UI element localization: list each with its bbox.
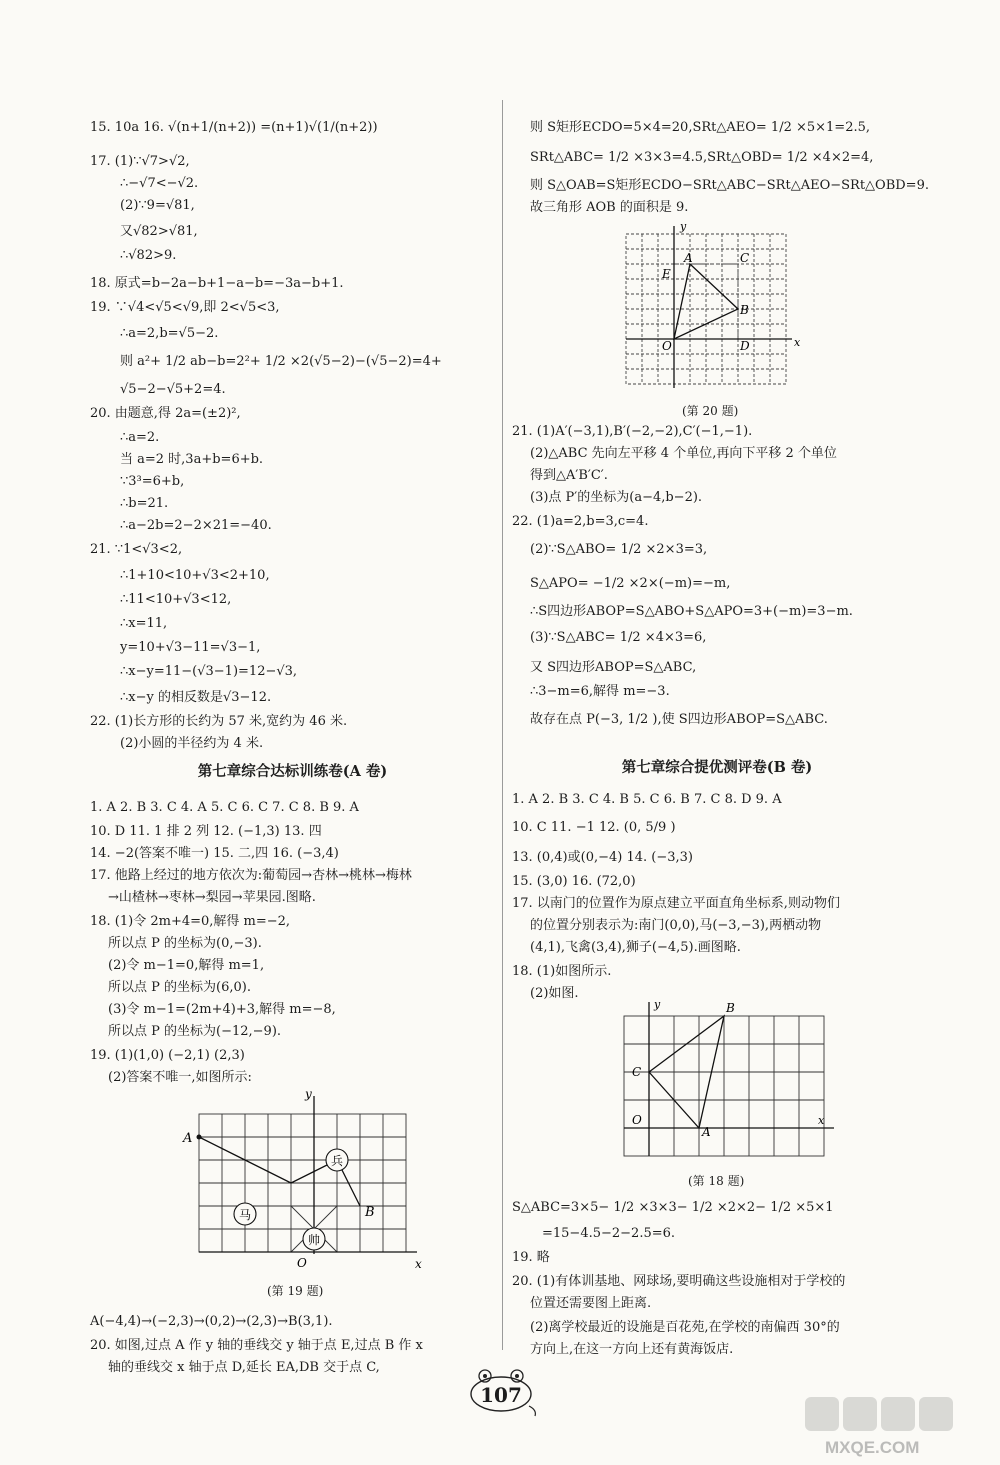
page-number: 107 bbox=[480, 1383, 522, 1407]
answer-line: 所以点 P 的坐标为(−12,−9). bbox=[108, 1024, 282, 1039]
answer-line: (2)如图. bbox=[530, 986, 579, 1001]
answer-line: ∴1+10<10+√3<2+10, bbox=[120, 568, 270, 583]
answer-line: 22. (1)a=2,b=3,c=4. bbox=[512, 514, 649, 529]
answer-line: ∴a=2. bbox=[120, 430, 160, 445]
answer-line: (4,1),飞禽(3,4),狮子(−4,5).画图略. bbox=[530, 940, 741, 955]
answer-line: 15. 10a 16. √(n+1/(n+2)) =(n+1)√(1/(n+2)) bbox=[90, 120, 378, 135]
answer-line: 1. A 2. B 3. C 4. A 5. C 6. C 7. C 8. B 9. A bbox=[90, 800, 359, 815]
answer-line: 则 S△OAB=S矩形ECDO−SRt△ABC−SRt△AEO−SRt△OBD=9. bbox=[530, 178, 929, 193]
answer-line: 21. (1)A′(−3,1),B′(−2,−2),C′(−1,−1). bbox=[512, 424, 753, 439]
answer-line: 19. ∵√4<√5<√9,即 2<√5<3, bbox=[90, 300, 280, 315]
answer-line: 位置还需要图上距离. bbox=[530, 1296, 652, 1311]
fig20-point-e: E bbox=[662, 267, 671, 281]
fig20-point-d: D bbox=[740, 339, 750, 353]
answer-line: 18. 原式=b−2a−b+1−a−b=−3a−b+1. bbox=[90, 276, 344, 291]
figure-18 bbox=[612, 994, 852, 1170]
answer-line: ∴x−y 的相反数是√3−12. bbox=[120, 690, 272, 705]
fig18-y-label: y bbox=[654, 998, 661, 1011]
answer-line: 当 a=2 时,3a+b=6+b. bbox=[120, 452, 264, 467]
watermark-logo bbox=[795, 1395, 975, 1457]
answer-line: S△ABC=3×5− 1/2 ×3×3− 1/2 ×2×2− 1/2 ×5×1 bbox=[512, 1200, 834, 1215]
fig19-x-label: x bbox=[415, 1257, 422, 1271]
answer-line: 则 S矩形ECDO=5×4=20,SRt△AEO= 1/2 ×5×1=2.5, bbox=[530, 120, 871, 135]
answer-line: (2)∵S△ABO= 1/2 ×2×3=3, bbox=[530, 542, 708, 557]
answer-line: ∴a−2b=2−2×21=−40. bbox=[120, 518, 272, 533]
answer-line: 17. (1)∵√7>√2, bbox=[90, 154, 190, 169]
answer-line: ∴S四边形ABOP=S△ABO+S△APO=3+(−m)=3−m. bbox=[530, 604, 853, 619]
section-title-b: 第七章综合提优测评卷(B 卷) bbox=[621, 759, 813, 776]
watermark-text: MXQE.COM bbox=[825, 1438, 920, 1457]
answer-line: 10. C 11. −1 12. (0, 5/9 ) bbox=[512, 820, 676, 835]
answer-line: (2)令 m−1=0,解得 m=1, bbox=[108, 958, 265, 973]
caption-fig18: (第 18 题) bbox=[688, 1174, 745, 1188]
answer-line: √5−2−√5+2=4. bbox=[120, 382, 226, 397]
answer-line: (3)令 m−1=(2m+4)+3,解得 m=−8, bbox=[108, 1002, 336, 1017]
answer-line: 14. −2(答案不唯一) 15. 二,四 16. (−3,4) bbox=[90, 846, 339, 861]
answer-line: 10. D 11. 1 排 2 列 12. (−1,3) 13. 四 bbox=[90, 824, 322, 839]
answer-line: ∴−√7<−√2. bbox=[120, 176, 199, 191]
answer-line: 20. 由题意,得 2a=(±2)², bbox=[90, 406, 241, 421]
answer-line: 22. (1)长方形的长约为 57 米,宽约为 46 米. bbox=[90, 714, 348, 729]
answer-line: 17. 以南门的位置作为原点建立平面直角坐标系,则动物们 bbox=[512, 896, 840, 911]
fig19-point-a: A bbox=[183, 1131, 193, 1146]
answer-line: 则 a²+ 1/2 ab−b=2²+ 1/2 ×2(√5−2)−(√5−2)=4+ bbox=[120, 354, 442, 369]
answer-line: ∴x=11, bbox=[120, 616, 168, 631]
fig18-point-c: C bbox=[632, 1065, 642, 1079]
fig20-x-label: x bbox=[794, 336, 801, 349]
fig20-point-c: C bbox=[740, 251, 750, 265]
answer-line: 故存在点 P(−3, 1/2 ),使 S四边形ABOP=S△ABC. bbox=[530, 712, 828, 727]
answer-line: (2)离学校最近的设施是百花苑,在学校的南偏西 30°的 bbox=[530, 1320, 840, 1335]
fig19-y-label: y bbox=[305, 1087, 312, 1101]
answer-line: A(−4,4)→(−2,3)→(0,2)→(2,3)→B(3,1). bbox=[90, 1314, 333, 1329]
fig19-origin-label: O bbox=[297, 1256, 307, 1270]
answer-line: 方向上,在这一方向上还有黄海饭店. bbox=[530, 1342, 734, 1357]
answer-line: 所以点 P 的坐标为(0,−3). bbox=[108, 936, 262, 951]
answer-line: ∴b=21. bbox=[120, 496, 169, 511]
answer-line: 19. 略 bbox=[512, 1250, 550, 1265]
answer-line: 的位置分别表示为:南门(0,0),马(−3,−3),两栖动物 bbox=[530, 918, 822, 933]
answer-line: (3)点 P′的坐标为(a−4,b−2). bbox=[530, 490, 703, 505]
answer-line: S△APO= −1/2 ×2×(−m)=−m, bbox=[530, 576, 731, 591]
answer-line: →山楂林→枣林→梨园→苹果园.图略. bbox=[108, 890, 316, 905]
answer-line: ∴11<10+√3<12, bbox=[120, 592, 232, 607]
caption-fig19: (第 19 题) bbox=[267, 1284, 324, 1298]
caption-fig20: (第 20 题) bbox=[682, 404, 739, 418]
answer-line: ∴x−y=11−(√3−1)=12−√3, bbox=[120, 664, 298, 679]
figure-20 bbox=[612, 222, 812, 398]
fig20-point-a: A bbox=[684, 251, 693, 265]
answer-line: 20. 如图,过点 A 作 y 轴的垂线交 y 轴于点 E,过点 B 作 x bbox=[90, 1338, 423, 1353]
answer-line: 1. A 2. B 3. C 4. B 5. C 6. B 7. C 8. D 9. A bbox=[512, 792, 782, 807]
fig18-point-b: B bbox=[726, 1001, 735, 1015]
fig18-point-a: A bbox=[702, 1125, 711, 1139]
answer-line: 17. 他路上经过的地方依次为:葡萄园→杏林→桃林→梅林 bbox=[90, 868, 412, 883]
piece-ma: 马 bbox=[239, 1208, 252, 1222]
column-divider bbox=[502, 100, 503, 1350]
answer-line: 得到△A′B′C′. bbox=[530, 468, 608, 483]
answer-line: (2)答案不唯一,如图所示: bbox=[108, 1070, 252, 1085]
fig19-point-b: B bbox=[365, 1205, 375, 1220]
fig20-origin-label: O bbox=[662, 339, 672, 353]
piece-shuai: 帅 bbox=[308, 1233, 321, 1247]
answer-line: y=10+√3−11=√3−1, bbox=[120, 640, 261, 655]
answer-line: ∵3³=6+b, bbox=[120, 474, 185, 489]
answer-line: (3)∵S△ABC= 1/2 ×4×3=6, bbox=[530, 630, 707, 645]
answer-line: 15. (3,0) 16. (72,0) bbox=[512, 874, 636, 889]
answer-line: 19. (1)(1,0) (−2,1) (2,3) bbox=[90, 1048, 245, 1063]
answer-line: 又 S四边形ABOP=S△ABC, bbox=[530, 660, 697, 675]
answer-line: 所以点 P 的坐标为(6,0). bbox=[108, 980, 251, 995]
answer-line: (2)∵9=√81, bbox=[120, 198, 195, 213]
figure-19 bbox=[183, 1084, 425, 1274]
fig18-origin-label: O bbox=[632, 1113, 642, 1127]
answer-line: 又√82>√81, bbox=[120, 224, 198, 239]
fig20-y-label: y bbox=[680, 220, 687, 233]
fig18-x-label: x bbox=[818, 1114, 825, 1127]
answer-line: 20. (1)有体训基地、网球场,要明确这些设施相对于学校的 bbox=[512, 1274, 846, 1289]
answer-line: ∴3−m=6,解得 m=−3. bbox=[530, 684, 670, 699]
answer-line: 故三角形 AOB 的面积是 9. bbox=[530, 200, 689, 215]
answer-line: 21. ∵1<√3<2, bbox=[90, 542, 183, 557]
answer-line: 13. (0,4)或(0,−4) 14. (−3,3) bbox=[512, 850, 693, 865]
answer-line: 轴的垂线交 x 轴于点 D,延长 EA,DB 交于点 C, bbox=[108, 1360, 380, 1375]
answer-line: 18. (1)令 2m+4=0,解得 m=−2, bbox=[90, 914, 291, 929]
section-title-a: 第七章综合达标训练卷(A 卷) bbox=[197, 763, 388, 780]
piece-bing: 兵 bbox=[331, 1154, 344, 1168]
answer-line: (2)△ABC 先向左平移 4 个单位,再向下平移 2 个单位 bbox=[530, 446, 837, 461]
answer-line: SRt△ABC= 1/2 ×3×3=4.5,SRt△OBD= 1/2 ×4×2=4, bbox=[530, 150, 874, 165]
fig20-point-b: B bbox=[740, 303, 749, 317]
answer-line: ∴√82>9. bbox=[120, 248, 177, 263]
answer-line: ∴a=2,b=√5−2. bbox=[120, 326, 219, 341]
answer-line: =15−4.5−2−2.5=6. bbox=[542, 1226, 676, 1241]
answer-line: 18. (1)如图所示. bbox=[512, 964, 612, 979]
answer-line: (2)小圆的半径约为 4 米. bbox=[120, 736, 264, 751]
